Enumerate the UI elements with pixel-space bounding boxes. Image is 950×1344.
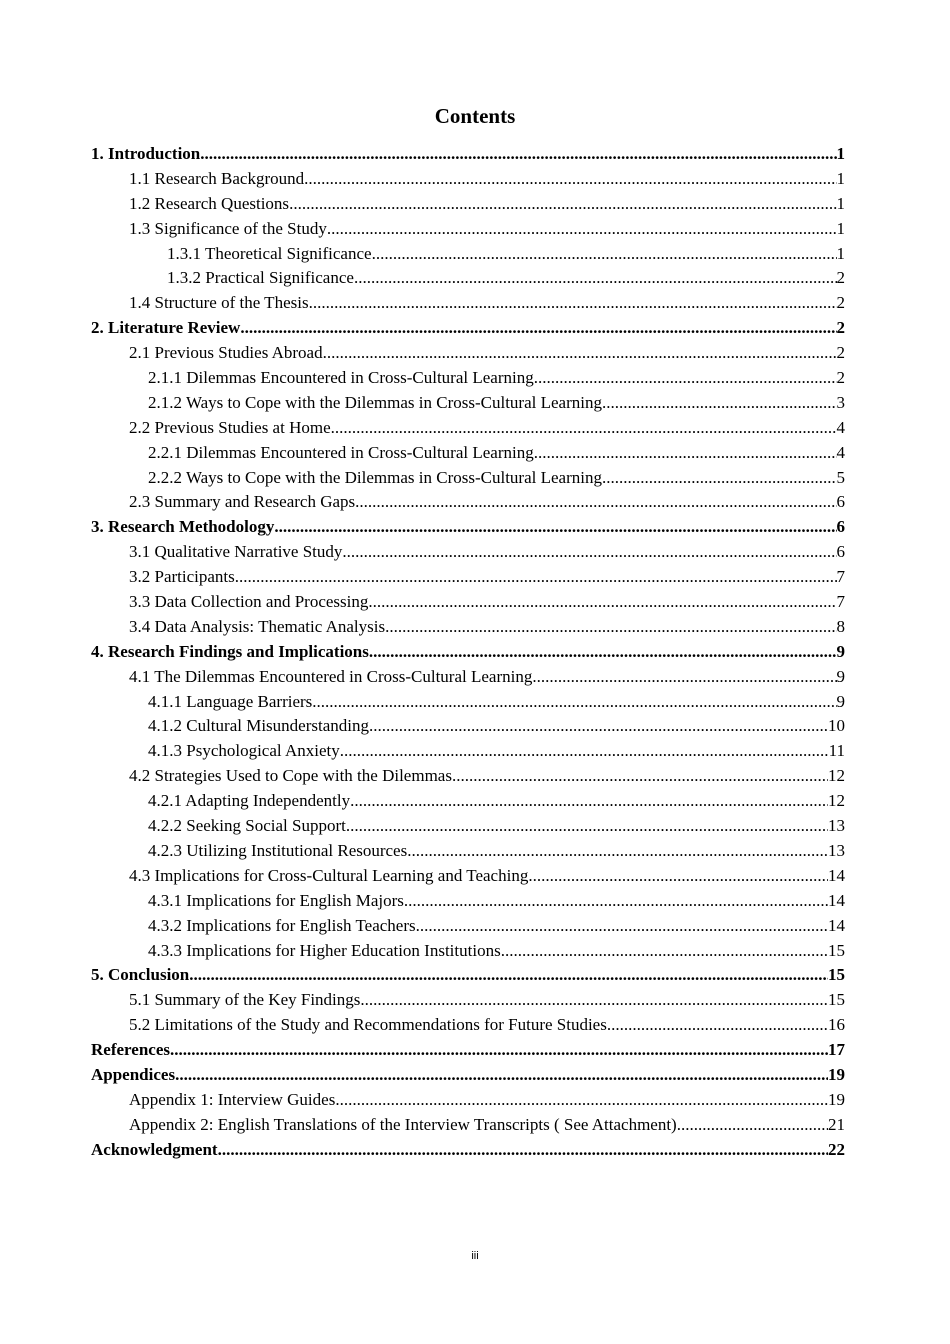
toc-entry-page-number: 2 (836, 268, 845, 288)
toc-dot-leader (416, 914, 828, 939)
toc-dot-leader (304, 167, 836, 192)
toc-entry[interactable] (91, 764, 845, 789)
toc-entry[interactable] (91, 441, 845, 466)
toc-entry-page-number: 1 (836, 243, 845, 263)
toc-entry[interactable] (91, 665, 845, 690)
toc-entry[interactable] (91, 988, 845, 1013)
toc-entry-label: 4.1.2 Cultural Misunderstanding (148, 716, 369, 736)
toc-entry-page-number: 4 (836, 417, 845, 437)
toc-entry-label: 5.2 Limitations of the Study and Recommendations for Future Studies (129, 1015, 607, 1035)
toc-dot-leader (369, 640, 837, 665)
toc-dot-leader (532, 665, 836, 690)
toc-entry-page-number: 14 (828, 865, 845, 885)
toc-dot-leader (312, 690, 836, 715)
toc-dot-leader (677, 1113, 828, 1138)
toc-dot-leader (189, 963, 828, 988)
toc-dot-leader (346, 814, 828, 839)
toc-entry-label: 3.2 Participants (129, 567, 235, 587)
toc-entry-page-number: 10 (828, 716, 845, 736)
toc-entry[interactable] (91, 366, 845, 391)
toc-entry[interactable] (91, 789, 845, 814)
toc-entry-page-number: 2 (836, 293, 845, 313)
toc-entry-page-number: 9 (836, 641, 845, 661)
toc-entry-label: 3. Research Methodology (91, 517, 275, 537)
toc-dot-leader (289, 192, 836, 217)
toc-entry-label: 1. Introduction (91, 144, 201, 163)
toc-entry-label: 1.3.2 Practical Significance (167, 268, 354, 288)
toc-entry[interactable] (91, 167, 845, 192)
toc-entry-label: 5.1 Summary of the Key Findings (129, 990, 361, 1010)
toc-dot-leader (360, 988, 828, 1013)
toc-entry-page-number: 4 (836, 442, 845, 462)
toc-entry[interactable] (91, 540, 845, 565)
toc-dot-leader (340, 739, 829, 764)
toc-entry-page-number: 9 (836, 666, 845, 686)
toc-entry-label: 2. Literature Review (91, 318, 241, 338)
toc-dot-leader (274, 515, 836, 540)
toc-entry-page-number: 2 (836, 343, 845, 363)
toc-entry-label: 2.1 Previous Studies Abroad (129, 343, 323, 363)
toc-entry-page-number: 1 (836, 168, 845, 188)
toc-entry-label: 4.3.1 Implications for English Majors (148, 890, 404, 910)
toc-entry-label: 1.1 Research Background (129, 168, 305, 188)
toc-dot-leader (235, 565, 837, 590)
toc-dot-leader (385, 615, 836, 640)
toc-entry-page-number: 14 (828, 890, 845, 910)
toc-dot-leader (602, 391, 837, 416)
toc-entry-page-number: 6 (836, 492, 845, 512)
toc-entry-page-number: 8 (836, 616, 845, 636)
toc-entry-page-number: 15 (828, 965, 845, 985)
toc-entry-label: References (91, 1040, 170, 1060)
toc-entry[interactable] (91, 242, 845, 267)
toc-entry[interactable] (91, 690, 845, 715)
toc-entry[interactable] (91, 316, 845, 341)
toc-dot-leader (323, 341, 837, 366)
toc-dot-leader (350, 789, 828, 814)
toc-dot-leader (501, 939, 828, 964)
toc-entry[interactable] (91, 1013, 845, 1038)
toc-entry-page-number: 2 (836, 368, 845, 388)
toc-entry-page-number: 13 (828, 840, 845, 860)
toc-entry-label: 2.1.1 Dilemmas Encountered in Cross-Cultural Learning (148, 368, 534, 388)
toc-entry-page-number: 17 (828, 1040, 845, 1060)
toc-entry-page-number: 1 (836, 218, 845, 238)
toc-entry[interactable] (91, 416, 845, 441)
toc-dot-leader (372, 242, 837, 267)
toc-entry-label: 4.1 The Dilemmas Encountered in Cross-Cultural Learning (129, 666, 533, 686)
toc-entry-label: 4.3.2 Implications for English Teachers (148, 915, 416, 935)
toc-entry[interactable] (91, 142, 845, 167)
toc-entry[interactable] (91, 889, 845, 914)
toc-entry-label: 4.2 Strategies Used to Cope with the Dilemmas (129, 766, 452, 786)
toc-entry[interactable] (91, 341, 845, 366)
toc-entry-label: 2.2 Previous Studies at Home (129, 417, 331, 437)
toc-entry-label: Appendix 1: Interview Guides (129, 1089, 336, 1109)
toc-dot-leader (175, 1063, 828, 1088)
toc-entry[interactable] (91, 1113, 845, 1138)
toc-entry[interactable] (91, 490, 845, 515)
toc-entry-page-number: 19 (828, 1064, 845, 1084)
toc-entry[interactable] (91, 1063, 845, 1088)
toc-entry[interactable] (91, 1088, 845, 1113)
toc-entry-label: 4.3.3 Implications for Higher Education Institutions (148, 940, 501, 960)
toc-entry-label: 4.3 Implications for Cross-Cultural Learning and Teaching (129, 865, 529, 885)
toc-entry[interactable] (91, 814, 845, 839)
toc-entry-label: 3.3 Data Collection and Processing (129, 592, 369, 612)
toc-entry-page-number: 1 (836, 193, 845, 213)
toc-entry-label: Acknowledgment (91, 1139, 218, 1159)
toc-entry-label: 4.2.2 Seeking Social Support (148, 816, 346, 836)
toc-entry-page-number: 7 (836, 592, 845, 612)
toc-dot-leader (200, 142, 836, 167)
toc-entry-page-number: 22 (828, 1139, 845, 1159)
table-of-contents (91, 142, 845, 1163)
toc-dot-leader (407, 839, 828, 864)
toc-entry[interactable] (91, 963, 845, 988)
toc-entry[interactable] (91, 391, 845, 416)
toc-entry-label: 3.4 Data Analysis: Thematic Analysis (129, 616, 386, 636)
toc-dot-leader (218, 1138, 828, 1163)
toc-entry-page-number: 19 (828, 1089, 845, 1109)
page-number: iii (471, 1250, 479, 1262)
toc-entry-label: 1.2 Research Questions (129, 193, 290, 213)
toc-entry-page-number: 15 (828, 990, 845, 1010)
toc-entry[interactable] (91, 565, 845, 590)
toc-entry-page-number: 2 (836, 318, 845, 338)
toc-entry-page-number: 16 (828, 1015, 845, 1035)
toc-entry-page-number: 1 (836, 144, 845, 163)
toc-entry[interactable] (91, 939, 845, 964)
toc-entry-label: 3.1 Qualitative Narrative Study (129, 542, 343, 562)
toc-dot-leader (369, 714, 828, 739)
toc-dot-leader (534, 441, 837, 466)
toc-entry-label: 2.3 Summary and Research Gaps (129, 492, 356, 512)
toc-entry-label: Appendices (91, 1064, 176, 1084)
toc-entry[interactable] (91, 291, 845, 316)
page-title: Contents (434, 104, 516, 128)
toc-dot-leader (452, 764, 828, 789)
toc-entry[interactable] (91, 1038, 845, 1063)
toc-dot-leader (355, 490, 836, 515)
toc-entry-label: 2.2.1 Dilemmas Encountered in Cross-Cultural Learning (148, 442, 534, 462)
toc-entry[interactable] (91, 839, 845, 864)
toc-entry-page-number: 5 (836, 467, 845, 487)
toc-entry[interactable] (91, 864, 845, 889)
toc-entry[interactable] (91, 515, 845, 540)
toc-dot-leader (309, 291, 837, 316)
toc-entry[interactable] (91, 590, 845, 615)
toc-dot-leader (368, 590, 836, 615)
toc-dot-leader (327, 217, 837, 242)
toc-entry[interactable] (91, 615, 845, 640)
toc-entry-label: 2.2.2 Ways to Cope with the Dilemmas in Cross-Cultural Learning (148, 467, 602, 487)
toc-entry-page-number: 14 (828, 915, 845, 935)
toc-entry[interactable] (91, 640, 845, 665)
toc-dot-leader (607, 1013, 828, 1038)
toc-entry-page-number: 3 (836, 392, 845, 412)
toc-entry-label: 1.3 Significance of the Study (129, 218, 327, 238)
toc-entry[interactable] (91, 739, 845, 764)
toc-dot-leader (170, 1038, 828, 1063)
toc-entry[interactable] (91, 914, 845, 939)
toc-entry-label: 1.4 Structure of the Thesis (129, 293, 309, 313)
toc-entry[interactable] (91, 714, 845, 739)
toc-dot-leader (534, 366, 837, 391)
toc-entry-page-number: 21 (828, 1114, 845, 1134)
toc-entry-label: 2.1.2 Ways to Cope with the Dilemmas in Cross-Cultural Learning (148, 392, 602, 412)
toc-entry-label: 5. Conclusion (91, 965, 190, 985)
toc-entry-page-number: 12 (828, 791, 845, 811)
toc-entry-page-number: 15 (828, 940, 845, 960)
toc-entry[interactable] (91, 217, 845, 242)
toc-entry-page-number: 13 (828, 816, 845, 836)
toc-dot-leader (240, 316, 836, 341)
toc-entry-page-number: 6 (836, 542, 845, 562)
toc-entry-label: 4.1.1 Language Barriers (148, 691, 313, 711)
toc-entry-page-number: 7 (836, 567, 845, 587)
toc-entry-label: 4. Research Findings and Implications (91, 641, 369, 661)
toc-entry[interactable] (91, 1138, 845, 1163)
toc-entry-page-number: 12 (828, 766, 845, 786)
toc-entry-page-number: 6 (836, 517, 845, 537)
toc-entry-label: 4.2.1 Adapting Independently (148, 791, 351, 811)
toc-dot-leader (331, 416, 837, 441)
toc-dot-leader (335, 1088, 828, 1113)
toc-entry[interactable] (91, 192, 845, 217)
toc-entry-page-number: 11 (828, 741, 845, 761)
toc-entry[interactable] (91, 466, 845, 491)
toc-entry-label: 4.2.3 Utilizing Institutional Resources (148, 840, 408, 860)
toc-dot-leader (404, 889, 828, 914)
toc-entry-label: 1.3.1 Theoretical Significance (167, 243, 372, 263)
toc-dot-leader (342, 540, 836, 565)
toc-dot-leader (602, 466, 837, 491)
toc-entry-label: 4.1.3 Psychological Anxiety (148, 741, 340, 761)
toc-dot-leader (528, 864, 828, 889)
toc-entry-label: Appendix 2: English Translations of the Interview Transcripts ( See Attachment) (129, 1114, 677, 1134)
toc-entry[interactable] (91, 266, 845, 291)
toc-entry-page-number: 9 (836, 691, 845, 711)
toc-dot-leader (354, 266, 837, 291)
